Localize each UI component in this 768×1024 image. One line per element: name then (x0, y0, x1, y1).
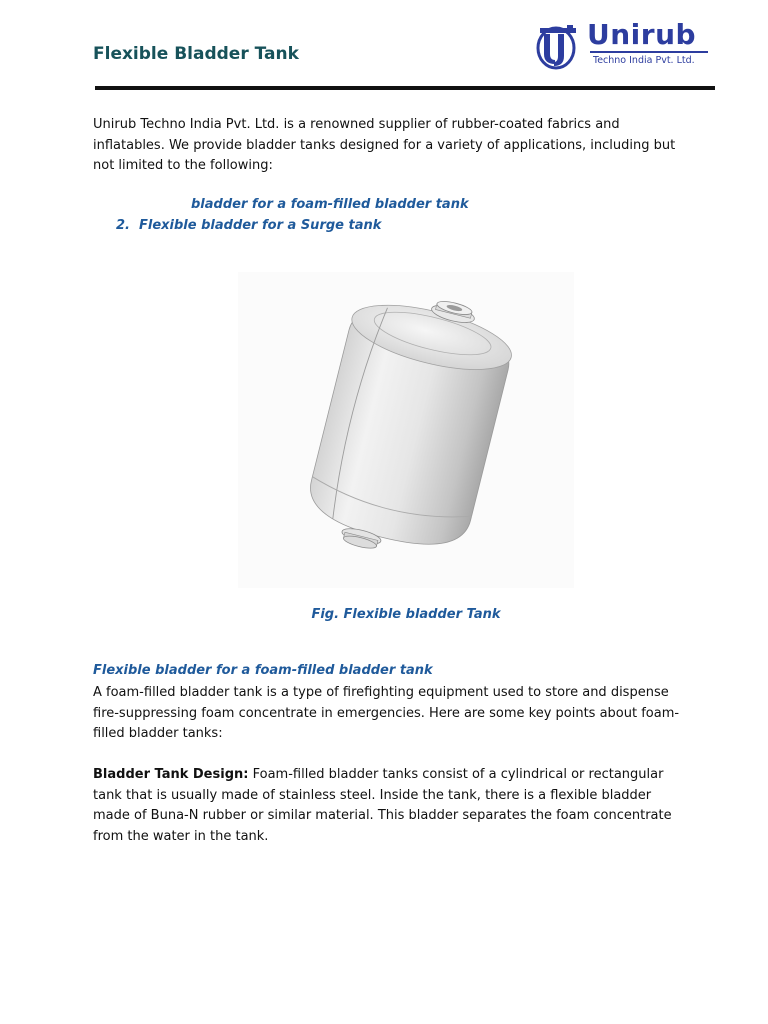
figure-caption: Fig. Flexible bladder Tank (311, 607, 501, 622)
bladder-tank-image (238, 272, 574, 588)
figure-caption-row (0, 603, 768, 622)
section-body: A foam-filled bladder tank is a type of firefighting equipment used to store and dispense fire-suppressing foam concentrate in emergencies. Here are some key points about foam-filled bladder tanks: (93, 685, 680, 742)
header-divider (95, 86, 715, 90)
section-heading: Flexible bladder for a foam-filled bladder tank (93, 663, 433, 678)
intro-paragraph: Unirub Techno India Pvt. Ltd. is a renowned supplier of rubber-coated fabrics and inflatables. We provide bladder tanks designed for a variety of applications, including but not limited to the following: (93, 117, 676, 174)
page-title: Flexible Bladder Tank (93, 44, 299, 64)
design-paragraph (93, 765, 683, 847)
unirub-logo-icon (534, 22, 582, 70)
design-label: Bladder Tank Design: (93, 767, 249, 782)
list-item-2: Flexible bladder for a Surge tank (139, 218, 382, 233)
company-logo (534, 20, 714, 72)
list-item-1: bladder for a foam-filled bladder tank (191, 197, 469, 212)
design-text: Foam-filled bladder tanks consist of a cylindrical or rectangular tank that is usually made of stainless steel. Inside the tank, there is a flexible bladder made of Buna-N rubber or similar material. This bladder separates the foam concentrate from the water in the tank. (93, 767, 672, 844)
logo-underline (590, 51, 708, 53)
logo-subtitle: Techno India Pvt. Ltd. (593, 55, 695, 66)
logo-wordmark: Unirub (587, 18, 697, 51)
list-item-2-number: 2. (116, 218, 130, 233)
